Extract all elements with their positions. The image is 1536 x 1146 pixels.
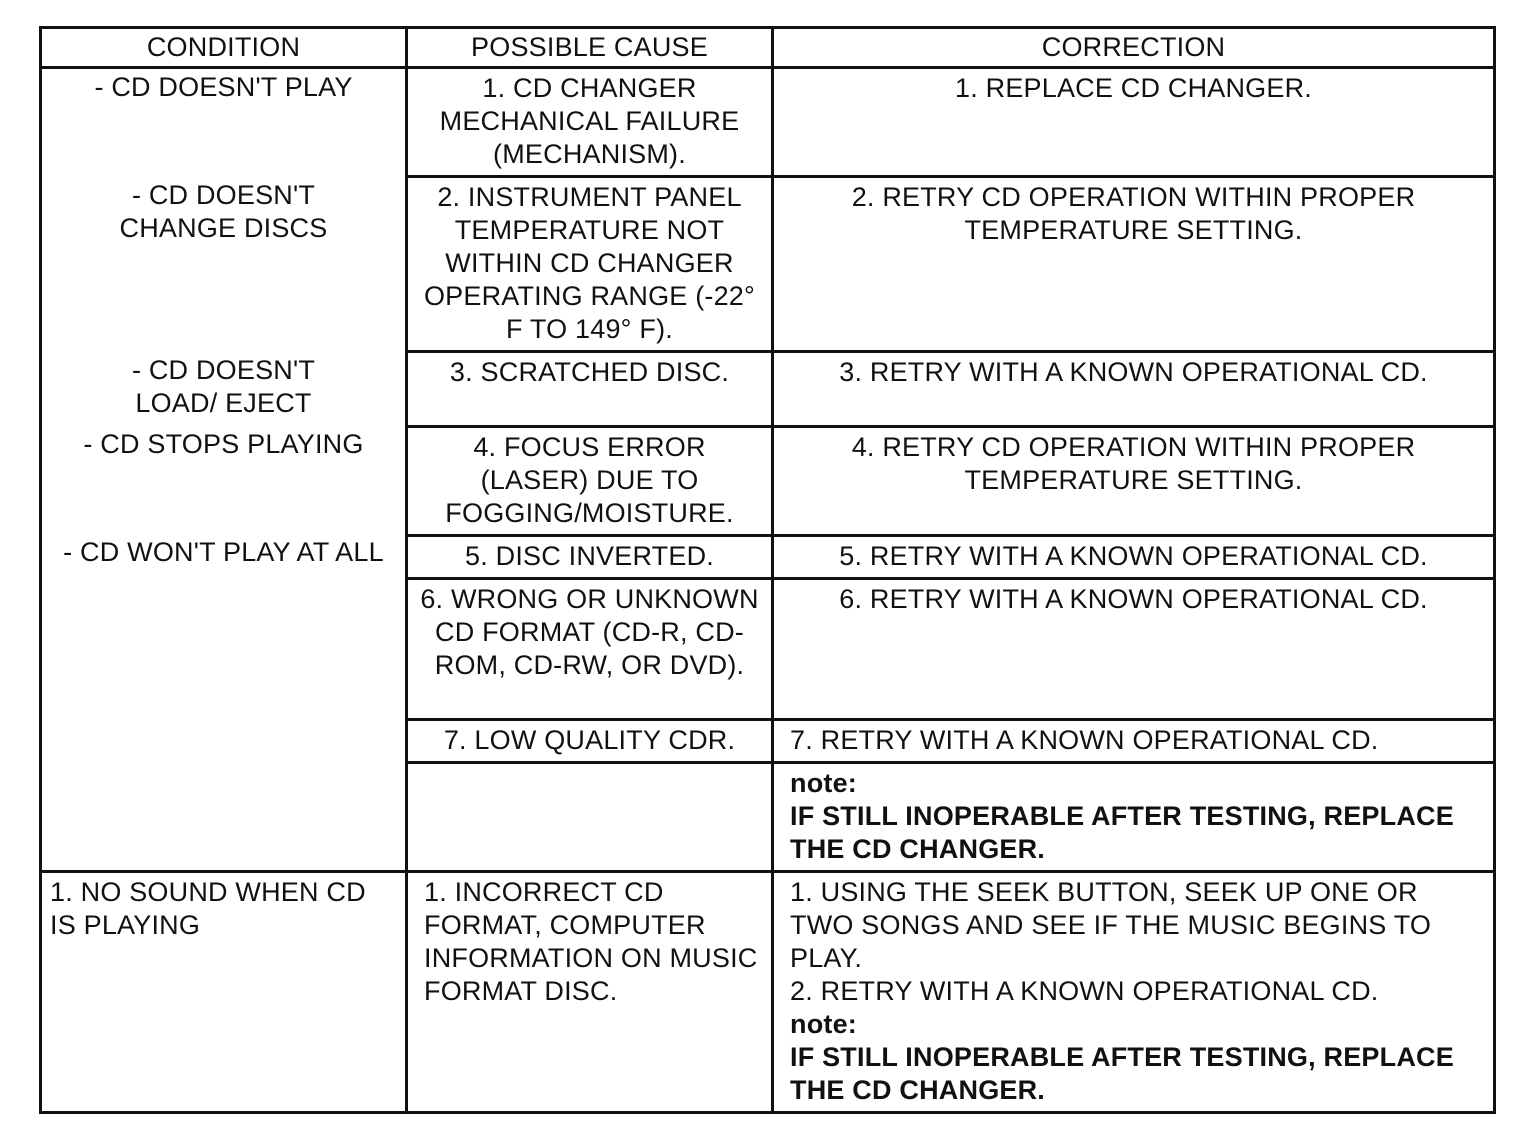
header-possible-cause: POSSIBLE CAUSE [407,28,773,68]
table-row [41,68,1495,177]
cause-cell: 5. DISC INVERTED. [407,536,773,579]
condition-item: - CD DOESN'T CHANGE DISCS [119,180,328,243]
cause-cell: 2. INSTRUMENT PANEL TEMPERATURE NOT WITHIN CD CHANGER OPERATING RANGE (-22° F TO 149° F). [407,177,773,352]
correction-cell: 1. REPLACE CD CHANGER. [773,68,1495,177]
correction-step: 1. USING THE SEEK BUTTON, SEEK UP ONE OR TWO SONGS AND SEE IF THE MUSIC BEGINS TO PLAY. [790,877,1432,973]
cause-cell: 1. CD CHANGER MECHANICAL FAILURE (MECHANISM). [407,68,773,177]
header-correction: CORRECTION [773,28,1495,68]
cause-cell: 1. INCORRECT CD FORMAT, COMPUTER INFORMATION ON MUSIC FORMAT DISC. [407,872,773,1113]
table-row [41,872,1495,1113]
correction-cell: 7. RETRY WITH A KNOWN OPERATIONAL CD. [773,720,1495,763]
correction-step: 2. RETRY WITH A KNOWN OPERATIONAL CD. [790,976,1379,1006]
condition-item: - CD DOESN'T PLAY [94,72,353,102]
note-label: note: [790,768,857,798]
cause-cell: 6. WRONG OR UNKNOWN CD FORMAT (CD-R, CD-ROM, CD-RW, OR DVD). [407,579,773,720]
correction-cell: 4. RETRY CD OPERATION WITHIN PROPER TEMPERATURE SETTING. [773,427,1495,536]
header-condition: CONDITION [41,28,407,68]
header-row [41,28,1495,68]
cause-cell: 3. SCRATCHED DISC. [407,352,773,427]
note-label: note: [790,1009,857,1039]
condition-item: - CD DOESN'T LOAD/ EJECT [131,355,316,418]
correction-cell: 6. RETRY WITH A KNOWN OPERATIONAL CD. [773,579,1495,720]
diagnosis-table [39,26,1496,1114]
condition-item: - CD STOPS PLAYING [83,429,364,459]
correction-cell: 5. RETRY WITH A KNOWN OPERATIONAL CD. [773,536,1495,579]
correction-cell: 3. RETRY WITH A KNOWN OPERATIONAL CD. [773,352,1495,427]
cause-cell: 7. LOW QUALITY CDR. [407,720,773,763]
correction-cell: 2. RETRY CD OPERATION WITHIN PROPER TEMPERATURE SETTING. [773,177,1495,352]
condition-item: - CD WON'T PLAY AT ALL [63,537,384,567]
cause-cell: 4. FOCUS ERROR (LASER) DUE TO FOGGING/MOISTURE. [407,427,773,536]
cause-cell-empty [407,763,773,872]
correction-cell [773,872,1495,1113]
condition-group-cell [41,68,407,872]
note-text: IF STILL INOPERABLE AFTER TESTING, REPLACE THE CD CHANGER. [790,1042,1454,1105]
note-cell [773,763,1495,872]
note-text: IF STILL INOPERABLE AFTER TESTING, REPLACE THE CD CHANGER. [790,801,1454,864]
condition-cell: 1. NO SOUND WHEN CD IS PLAYING [41,872,407,1113]
